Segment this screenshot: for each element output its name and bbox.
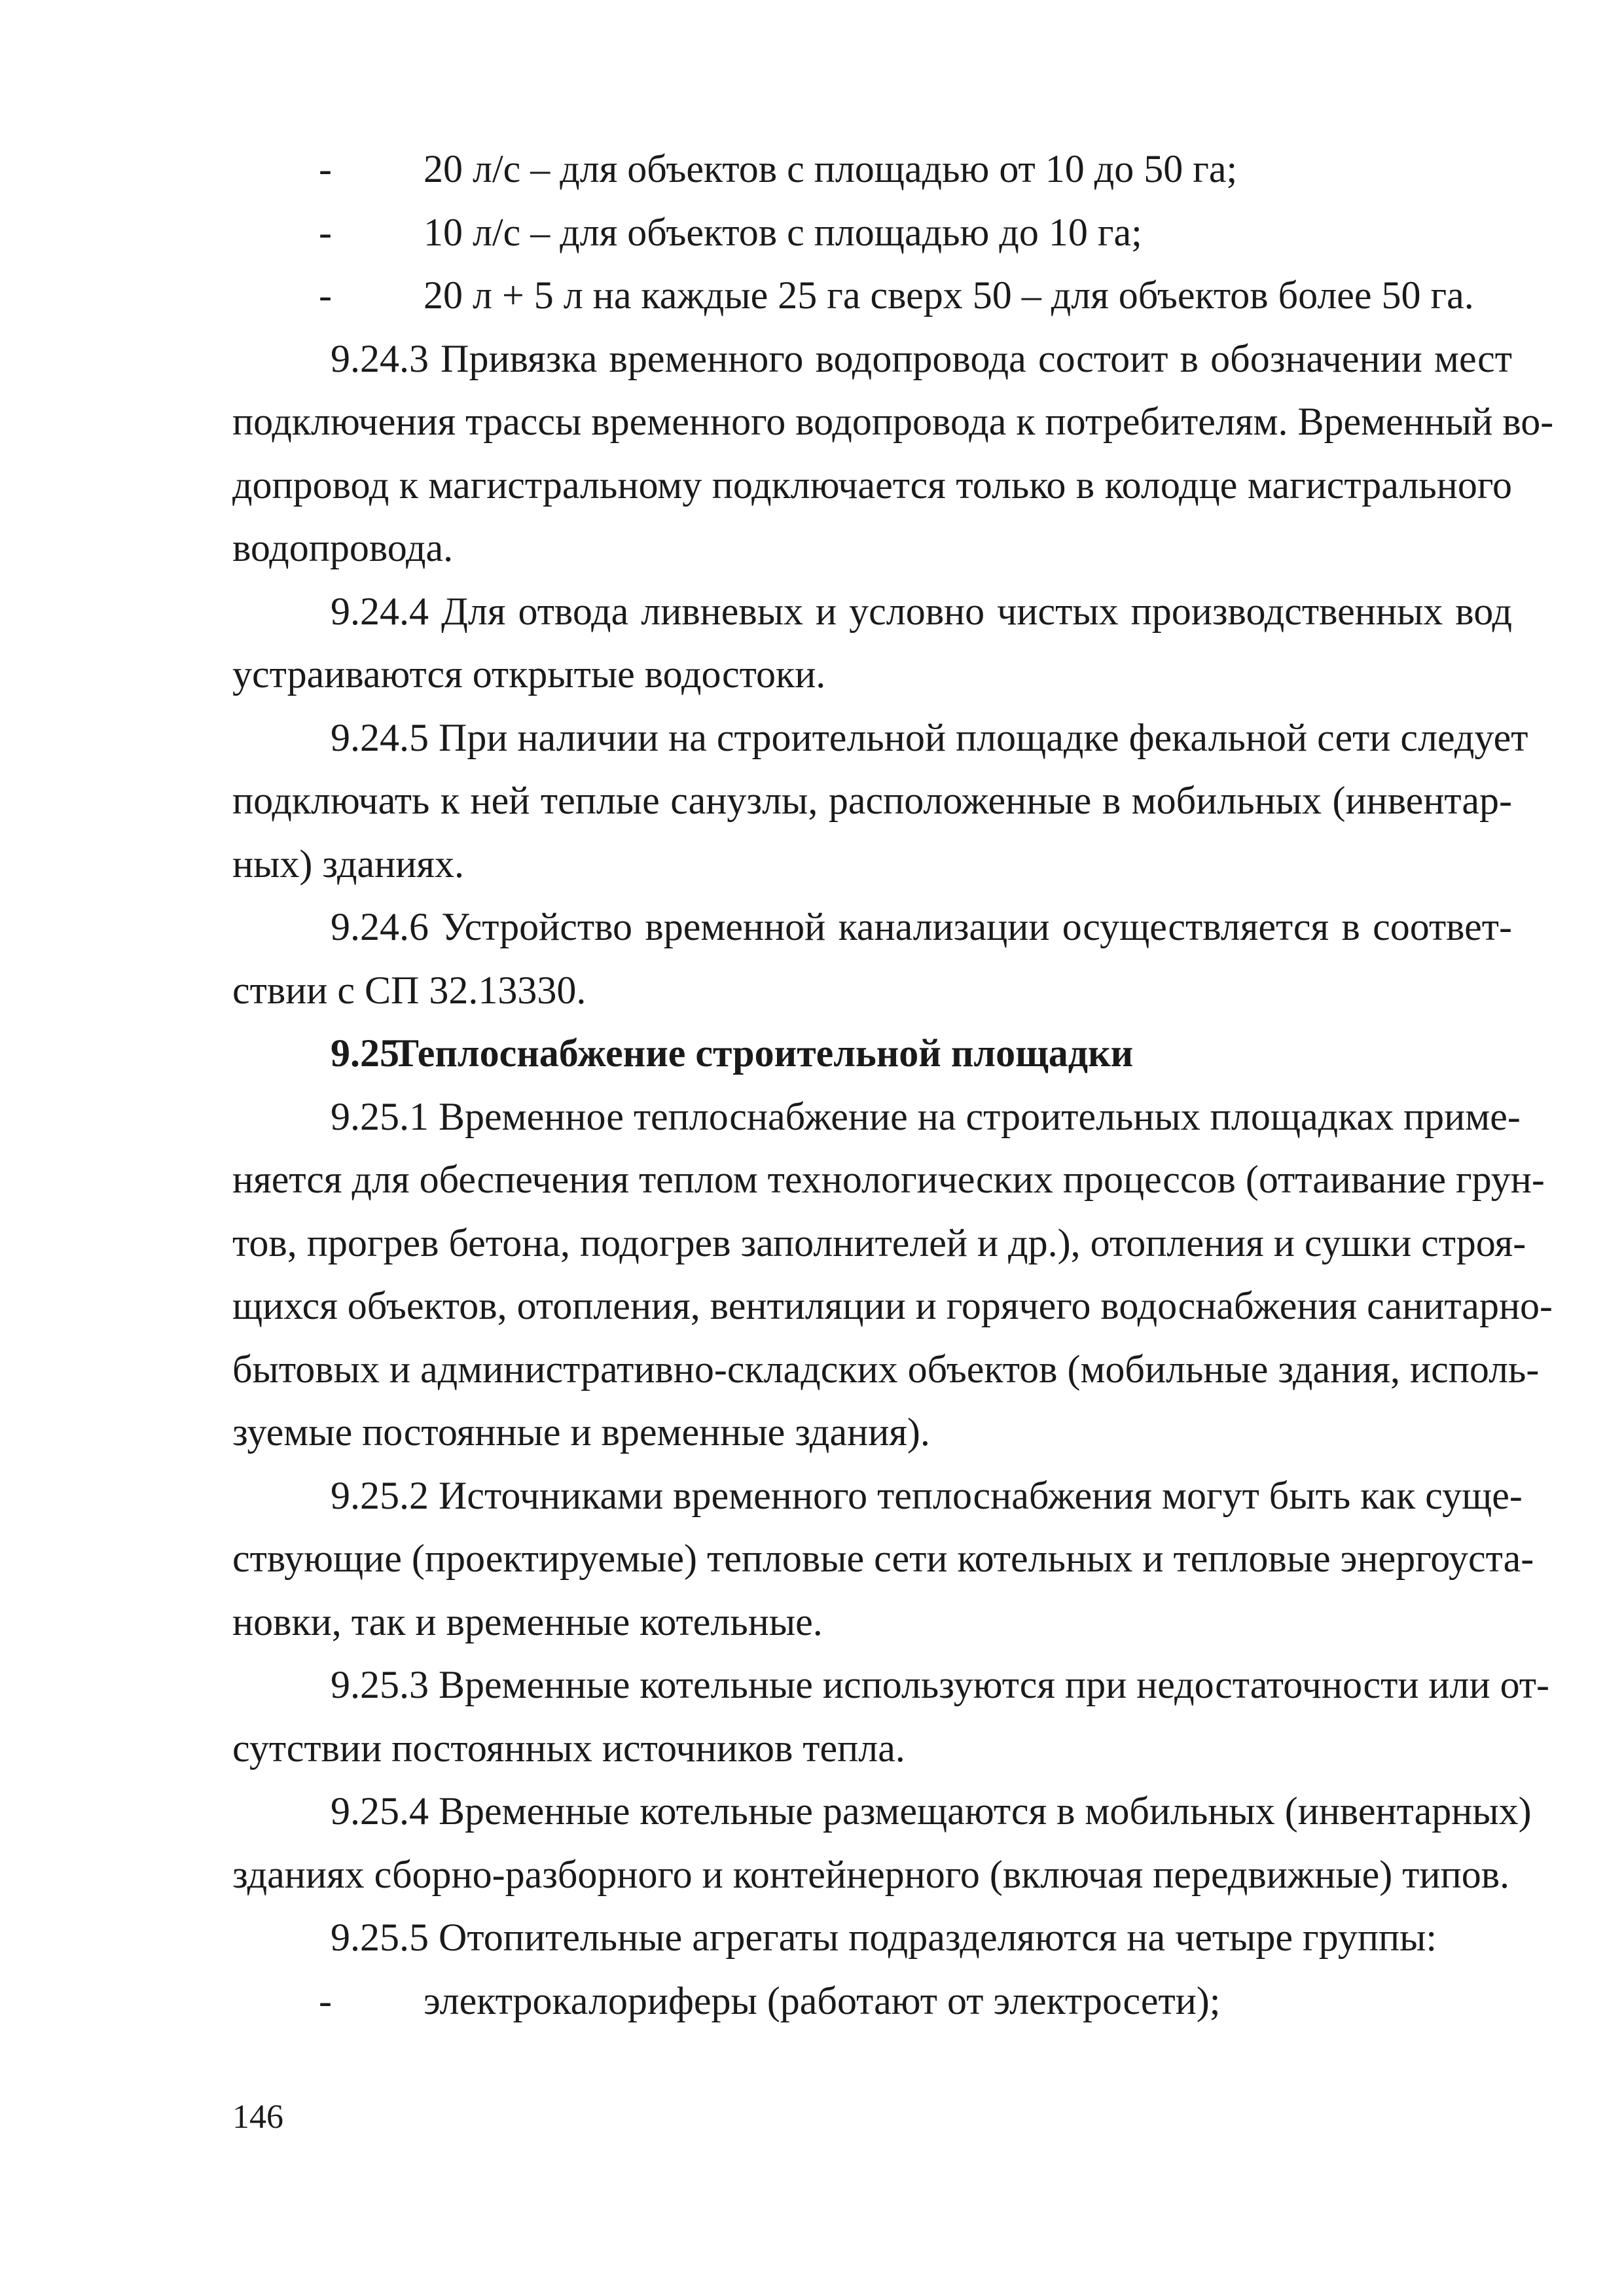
text-line: 9.24.5 При наличии на строительной площадке фекальной сети следует xyxy=(331,715,1528,759)
section-title: Теплоснабжение строительной площадки xyxy=(393,1031,1134,1075)
text-line: ствующие (проектируемые) тепловые сети котельных и тепловые энергоуста- xyxy=(232,1537,1534,1580)
text-line: няется для обеспечения теплом технологических процессов (оттаивание грун- xyxy=(232,1158,1545,1201)
text-line: 9.25.1 Временное теплоснабжение на строительных площадках приме- xyxy=(331,1094,1521,1138)
text-line: 9.24.6 Устройство временной канализации осуществляется в соответ- xyxy=(331,905,1512,948)
section-heading xyxy=(232,1022,1512,1085)
text-line: 9.25.2 Источниками временного теплоснабжения могут быть как суще- xyxy=(331,1473,1523,1517)
text-line: зуемые постоянные и временные здания). xyxy=(232,1410,930,1454)
text-line: тов, прогрев бетона, подогрев заполнителей и др.), отопления и сушки строя- xyxy=(232,1221,1526,1265)
text-line: 9.25.5 Отопительные агрегаты подразделяются на четыре группы: xyxy=(331,1916,1437,1959)
text-line: подключать к ней теплые санузлы, расположенные в мобильных (инвентар- xyxy=(232,779,1512,822)
text-line: устраиваются открытые водостоки. xyxy=(232,653,826,696)
text-line: 9.25.3 Временные котельные используются при недостаточности или от- xyxy=(331,1663,1549,1706)
list-item-text: 20 л/с – для объектов с площадью от 10 до 50 га; xyxy=(424,147,1238,190)
text-line: новки, так и временные котельные. xyxy=(232,1600,823,1643)
page-number: 146 xyxy=(232,2098,283,2136)
text-line: допровод к магистральному подключается только в колодце магистрального xyxy=(232,463,1512,507)
text-line: сутствии постоянных источников тепла. xyxy=(232,1726,905,1770)
paragraph-9-25-4 xyxy=(232,1780,1532,1906)
list-dash: - xyxy=(319,147,332,190)
list-item xyxy=(232,201,1512,264)
paragraph-9-24-3 xyxy=(232,327,1554,580)
list-dash: - xyxy=(319,274,332,317)
list-dash: - xyxy=(319,1979,332,2022)
list-item-text: 20 л + 5 л на каждые 25 га сверх 50 – для объектов более 50 га. xyxy=(424,274,1474,317)
list-item xyxy=(232,137,1512,201)
paragraph-9-25-3 xyxy=(232,1653,1549,1780)
list-item-text: 10 л/с – для объектов с площадью до 10 га; xyxy=(424,210,1142,254)
text-line: щихся объектов, отопления, вентиляции и горячего водоснабжения санитарно- xyxy=(232,1284,1553,1327)
list-item-text: электрокалориферы (работают от электросети); xyxy=(424,1979,1221,2022)
paragraph-9-25-2 xyxy=(232,1464,1534,1654)
document-page xyxy=(232,137,1554,2032)
text-line: 9.24.3 Привязка временного водопровода состоит в обозначении мест xyxy=(331,336,1512,380)
text-line: 9.24.4 Для отвода ливневых и условно чистых производственных вод xyxy=(331,589,1512,633)
paragraph-9-24-6 xyxy=(232,895,1512,1022)
paragraph-9-24-4 xyxy=(232,580,1512,706)
text-line: бытовых и административно-складских объектов (мобильные здания, исполь- xyxy=(232,1347,1540,1391)
paragraph-9-25-5 xyxy=(232,1906,1512,1969)
text-line: 9.25.4 Временные котельные размещаются в мобильных (инвентарных) xyxy=(331,1789,1532,1833)
paragraph-9-25-1 xyxy=(232,1085,1553,1464)
section-number: 9.25 xyxy=(331,1031,399,1075)
text-line: подключения трассы временного водопровода к потребителям. Временный во- xyxy=(232,400,1554,443)
text-line: зданиях сборно-разборного и контейнерного (включая передвижные) типов. xyxy=(232,1852,1510,1896)
text-line: ных) зданиях. xyxy=(232,842,464,886)
list-dash: - xyxy=(319,210,332,254)
list-item xyxy=(232,1969,1512,2033)
text-line: водопровода. xyxy=(232,526,454,569)
list-item xyxy=(232,264,1512,327)
text-line: ствии с СП 32.13330. xyxy=(232,968,586,1012)
paragraph-9-24-5 xyxy=(232,706,1528,896)
